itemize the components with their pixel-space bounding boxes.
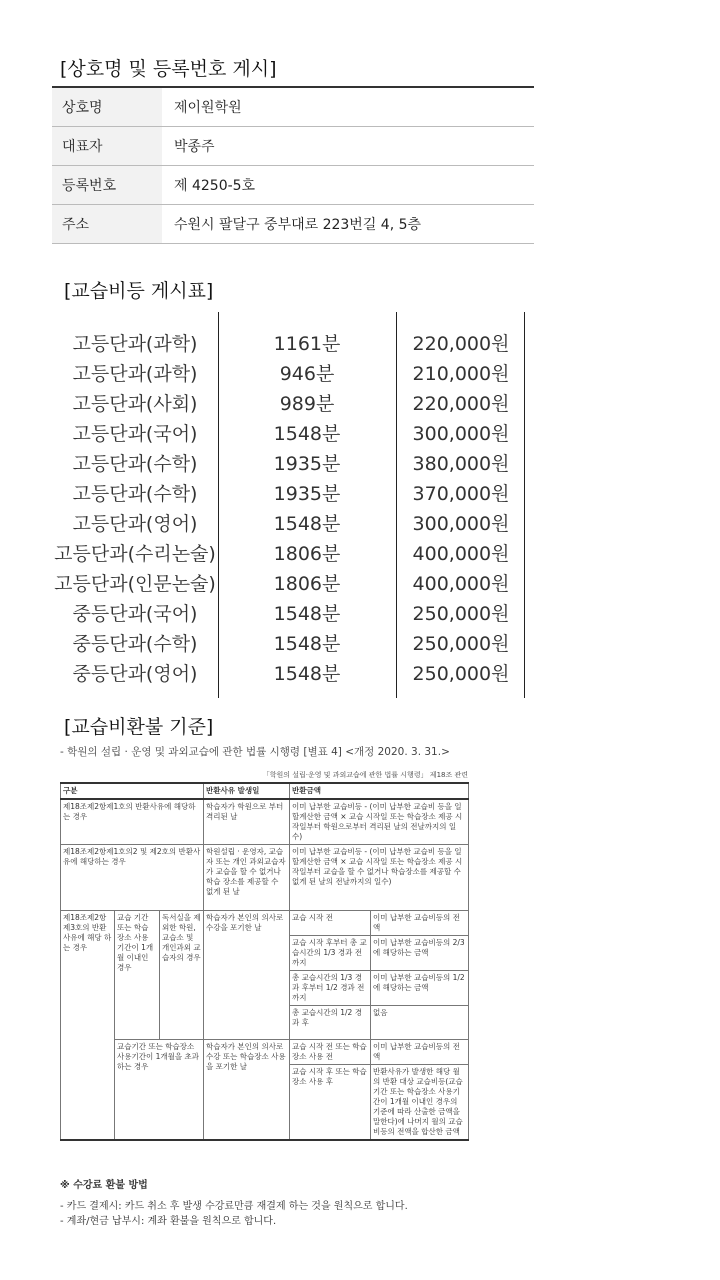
cell-amount: 이미 납부한 교습비등의 2/3에 해당하는 금액 <box>371 936 469 971</box>
cell-amount: 이미 납부한 교습비등의 1/2에 해당하는 금액 <box>371 971 469 1006</box>
course-price: 300,000원 <box>412 512 510 535</box>
course-minutes: 1548분 <box>273 422 341 445</box>
info-value: 박종주 <box>174 139 215 155</box>
cell-amount: 이미 납부한 교습비등의 전액 <box>371 1040 469 1065</box>
fee-row <box>52 327 526 357</box>
course-name: 고등단과(사회) <box>72 392 198 415</box>
fee-row <box>52 417 526 447</box>
course-price: 400,000원 <box>412 572 510 595</box>
cell-date: 학습자가 본인의 의사로 수강을 포기한 날 <box>204 911 290 1040</box>
fee-row <box>52 567 526 597</box>
table-row <box>61 911 469 936</box>
cell-category: 제18조제2항 제3호의 반환 사유에 해당 하는 경우 <box>61 911 115 1141</box>
course-minutes: 1935분 <box>273 482 341 505</box>
course-price: 250,000원 <box>412 662 510 685</box>
course-name: 고등단과(수학) <box>72 452 198 475</box>
fee-row <box>52 537 526 567</box>
info-value: 수원시 팔달구 중부대로 223번길 4, 5층 <box>174 217 422 233</box>
business-info-table <box>52 86 534 244</box>
biz-title: [상호명 및 등록번호 게시] <box>60 58 277 80</box>
fee-row <box>52 597 526 627</box>
course-price: 250,000원 <box>412 602 510 625</box>
info-row <box>52 127 534 166</box>
course-price: 380,000원 <box>412 452 510 475</box>
course-price: 400,000원 <box>412 542 510 565</box>
cell-timing: 교습 시작 전 또는 학습장소 사용 전 <box>290 1040 371 1065</box>
cell-type: 독서실을 제외한 학원, 교습소 및 개인과외 교습자의 경우 <box>160 911 204 1040</box>
info-row <box>52 205 534 244</box>
course-price: 210,000원 <box>412 362 510 385</box>
course-minutes: 946분 <box>279 362 335 385</box>
fee-row <box>52 507 526 537</box>
note-cash: - 계좌/현금 납부시: 계좌 환불을 원칙으로 합니다. <box>60 1216 277 1227</box>
notes-title: ※ 수강료 환불 방법 <box>60 1180 148 1191</box>
course-name: 중등단과(영어) <box>72 662 198 685</box>
course-minutes: 989분 <box>279 392 335 415</box>
cell-period: 교습기간 또는 학습장소 사용기간이 1개월을 초과하는 경우 <box>115 1040 204 1141</box>
cell-timing: 교습 시작 후부터 총 교습시간의 1/3 경과 전까지 <box>290 936 371 971</box>
fee-title: [교습비등 게시표] <box>64 280 214 302</box>
refund-rules-table <box>60 770 468 1141</box>
cell-amount: 이미 납부한 교습비등 - (이미 납부한 교습비 등을 일할계산한 금액 × 교습 시작일 또는 학습장소 제공 시작일부터 교습을 할 수 없거나 학습장소를 제공할 수 없게 된 날의 전날까지의 일수) <box>290 845 469 911</box>
refund-law-note: - 학원의 설립 · 운영 및 과외교습에 관한 법률 시행령 [별표 4] <개정 2020. 3. 31.> <box>60 746 450 758</box>
refund-method-notes <box>60 1178 408 1229</box>
header-category: 구분 <box>61 783 204 799</box>
cell-timing: 교습 시작 후 또는 학습장소 사용 후 <box>290 1065 371 1141</box>
course-minutes: 1806분 <box>273 572 341 595</box>
cell-date: 학습자가 본인의 의사로 수강 또는 학습장소 사용을 포기한 날 <box>204 1040 290 1141</box>
course-minutes: 1548분 <box>273 662 341 685</box>
course-name: 고등단과(영어) <box>72 512 198 535</box>
course-price: 250,000원 <box>412 632 510 655</box>
course-name: 고등단과(인문논술) <box>54 572 216 595</box>
course-name: 고등단과(국어) <box>72 422 198 445</box>
cell-amount: 반환사유가 발생한 해당 월의 반환 대상 교습비등(교습기간 또는 학습장소 사용기간이 1개월 이내인 경우의 기준에 따라 산출한 금액을 말한다)에 나머지 월의 교습비등의 전액을 합산한 금액 <box>371 1065 469 1141</box>
info-row <box>52 86 534 127</box>
info-value: 제이원학원 <box>174 100 242 116</box>
cell-amount: 이미 납부한 교습비등 - (이미 납부한 교습비 등을 일할계산한 금액 × 교습 시작일 또는 학습장소 제공 시작일부터 학원으로부터 격리된 날의 전날까지의 일수) <box>290 799 469 845</box>
course-price: 370,000원 <box>412 482 510 505</box>
course-minutes: 1548분 <box>273 632 341 655</box>
table-row <box>61 845 469 911</box>
cell-date: 학원설립 · 운영자, 교습자 또는 개인 과외교습자가 교습을 할 수 없거나 학습 장소를 제공할 수 없게 된 날 <box>204 845 290 911</box>
refund-table-caption: 「학원의 설립·운영 및 과외교습에 관한 법률 시행령」 제18조 관련 <box>262 771 468 779</box>
table-row <box>61 799 469 845</box>
course-minutes: 1161분 <box>273 332 341 355</box>
cell-period: 교습 기간 또는 학습 장소 사용 기간이 1개월 이내인 경우 <box>115 911 160 1040</box>
course-name: 고등단과(과학) <box>72 332 198 355</box>
cell-timing: 총 교습시간의 1/2 경과 후 <box>290 1006 371 1040</box>
cell-amount: 이미 납부한 교습비등의 전액 <box>371 911 469 936</box>
info-value: 제 4250-5호 <box>174 178 256 194</box>
refund-title: [교습비환불 기준] <box>64 716 214 738</box>
course-minutes: 1806분 <box>273 542 341 565</box>
fee-table <box>52 312 526 698</box>
cell-amount: 없음 <box>371 1006 469 1040</box>
fee-row <box>52 657 526 687</box>
fee-row <box>52 627 526 657</box>
fee-row <box>52 447 526 477</box>
course-name: 중등단과(국어) <box>72 602 198 625</box>
fee-row <box>52 387 526 417</box>
fee-row <box>52 477 526 507</box>
cell-timing: 교습 시작 전 <box>290 911 371 936</box>
cell-timing: 총 교습시간의 1/3 경과 후부터 1/2 경과 전까지 <box>290 971 371 1006</box>
header-date: 반환사유 발생일 <box>204 783 290 799</box>
course-minutes: 1935분 <box>273 452 341 475</box>
note-card: - 카드 결제시: 카드 취소 후 발생 수강료만큼 재결제 하는 것을 원칙으로 합니다. <box>60 1201 408 1212</box>
info-label: 대표자 <box>52 127 162 165</box>
table-row <box>61 1040 469 1065</box>
info-label: 주소 <box>52 205 162 243</box>
table-header-row <box>61 783 469 799</box>
course-name: 고등단과(수학) <box>72 482 198 505</box>
course-minutes: 1548분 <box>273 602 341 625</box>
course-price: 300,000원 <box>412 422 510 445</box>
course-price: 220,000원 <box>412 332 510 355</box>
info-label: 상호명 <box>52 88 162 126</box>
course-minutes: 1548분 <box>273 512 341 535</box>
cell-date: 학습자가 학원으로 부터 격리된 날 <box>204 799 290 845</box>
refund-table <box>60 782 469 1141</box>
info-row <box>52 166 534 205</box>
course-name: 고등단과(수리논술) <box>54 542 216 565</box>
course-name: 고등단과(과학) <box>72 362 198 385</box>
course-name: 중등단과(수학) <box>72 632 198 655</box>
cell-category: 제18조제2항제1호의2 및 제2호의 반환사유에 해당하는 경우 <box>61 845 204 911</box>
info-label: 등록번호 <box>52 166 162 204</box>
cell-category: 제18조제2항제1호의 반환사유에 해당하는 경우 <box>61 799 204 845</box>
header-amount: 반환금액 <box>290 783 469 799</box>
course-price: 220,000원 <box>412 392 510 415</box>
fee-row <box>52 357 526 387</box>
